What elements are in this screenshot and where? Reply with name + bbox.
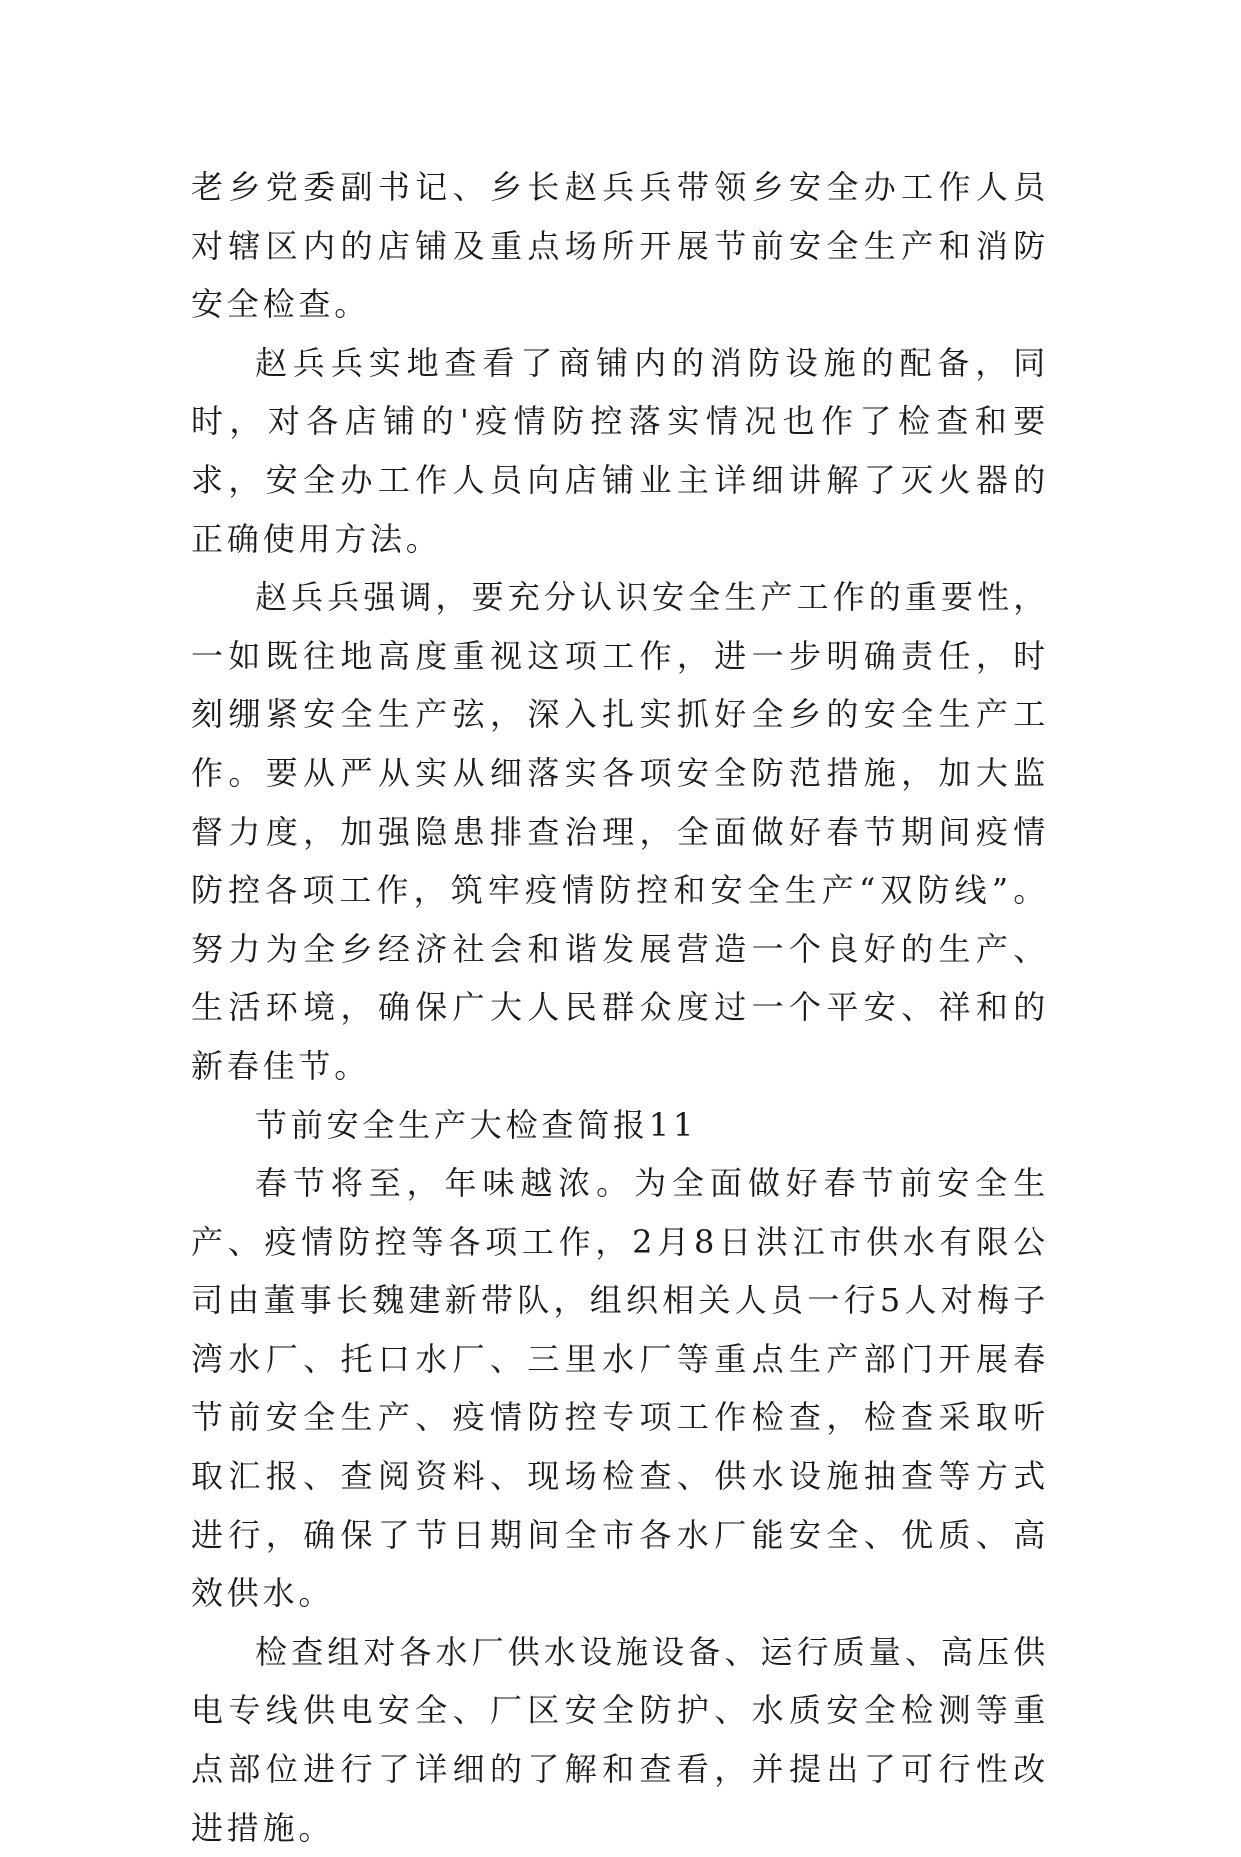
document-body xyxy=(191,158,1049,1857)
paragraph-inspection-team: 检查组对各水厂供水设施设备、运行质量、高压供电专线供电安全、厂区安全防护、水质安全检测等重点部位进行了详细的了解和查看，并提出了可行性改进措施。 xyxy=(191,1632,1049,1847)
paragraph-continuation: 老乡党委副书记、乡长赵兵兵带领乡安全办工作人员对辖区内的店铺及重点场所开展节前安全生产和消防安全检查。 xyxy=(191,168,1049,324)
paragraph-inspection-details: 赵兵兵实地查看了商铺内的消防设施的配备，同时，对各店铺的'疫情防控落实情况也作了检查和要求，安全办工作人员向店铺业主详细讲解了灭火器的正确使用方法。 xyxy=(191,343,1049,558)
paragraph-water-company: 春节将至，年味越浓。为全面做好春节前安全生产、疫情防控等各项工作，2月8日洪江市供水有限公司由董事长魏建新带队，组织相关人员一行5人对梅子湾水厂、托口水厂、三里水厂等重点生产部门开展春节前安全生产、疫情防控专项工作检查，检查采取听取汇报、查阅资料、现场检查、供水设施抽查等方式进行，确保了节日期间全市各水厂能安全、优质、高效供水。 xyxy=(191,1164,1049,1613)
paragraph-emphasis: 赵兵兵强调，要充分认识安全生产工作的重要性，一如既往地高度重视这项工作，进一步明确责任，时刻绷紧安全生产弦，深入扎实抓好全乡的安全生产工作。要从严从实从细落实各项安全防范措施，加大监督力度，加强隐患排查治理，全面做好春节期间疫情防控各项工作，筑牢疫情防控和安全生产“双防线”。努力为全乡经济社会和谐发展营造一个良好的生产、生活环境，确保广大人民群众度过一个平安、祥和的新春佳节。 xyxy=(191,578,1049,1085)
section-heading: 节前安全生产大检查简报11 xyxy=(255,1105,698,1144)
